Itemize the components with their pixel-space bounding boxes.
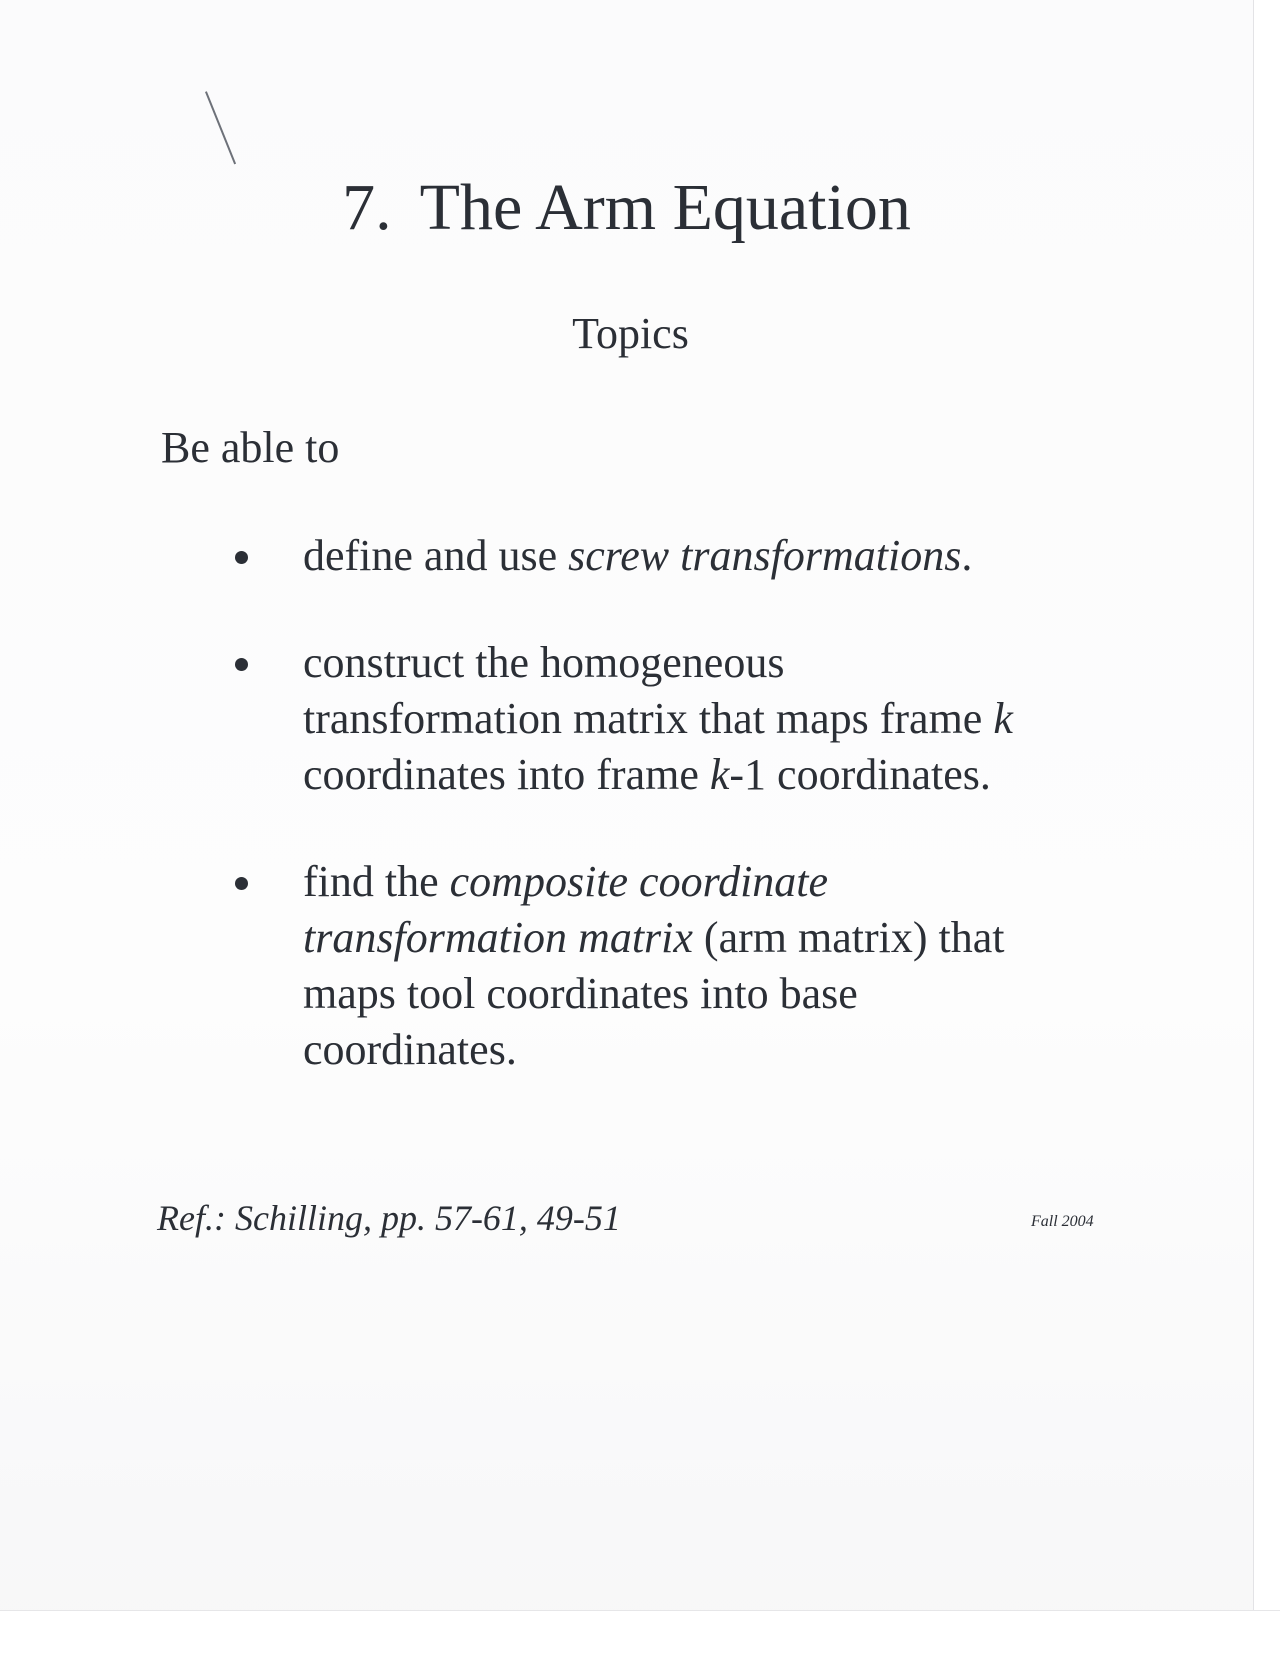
scan-right-margin (1253, 0, 1280, 1654)
text-run: (arm matrix) that (692, 913, 1005, 962)
section-title: The Arm Equation (419, 171, 911, 244)
scan-pen-mark (205, 91, 236, 164)
emphasized-text: k (993, 694, 1013, 743)
emphasized-text: composite coordinate (449, 857, 829, 906)
text-run: coordinates into frame (303, 750, 710, 799)
list-item-text (303, 528, 1103, 584)
intro-text: Be able to (161, 423, 340, 472)
page-title (0, 168, 1253, 248)
text-run: find the (303, 857, 450, 906)
text-run: maps tool coordinates into base (303, 969, 858, 1018)
emphasized-text: transformation matrix (303, 913, 693, 962)
text-run: -1 coordinates. (729, 750, 991, 799)
scan-bottom-margin (0, 1610, 1280, 1655)
list-item-text (303, 635, 1103, 803)
reference-note: Ref.: Schilling, pp. 57-61, 49-51 (157, 1198, 621, 1238)
emphasized-text: screw transformations (568, 531, 962, 580)
list-item (230, 528, 1130, 584)
bullet-icon (235, 551, 248, 564)
list-item-text (303, 854, 1103, 1078)
text-run: construct the homogeneous (303, 638, 785, 687)
text-run: coordinates. (303, 1025, 517, 1074)
text-run: . (961, 531, 973, 580)
emphasized-text: k (709, 750, 730, 799)
bullet-icon (235, 658, 248, 671)
topics-heading: Topics (572, 309, 689, 358)
list-item (230, 854, 1130, 1078)
text-run: transformation matrix that maps frame (303, 694, 994, 743)
section-number: 7. (342, 171, 392, 244)
text-run: define and use (303, 531, 569, 580)
footer-date: Fall 2004 (1031, 1213, 1094, 1230)
objectives-list (230, 528, 1130, 1129)
bullet-icon (235, 877, 248, 890)
list-item (230, 635, 1130, 803)
